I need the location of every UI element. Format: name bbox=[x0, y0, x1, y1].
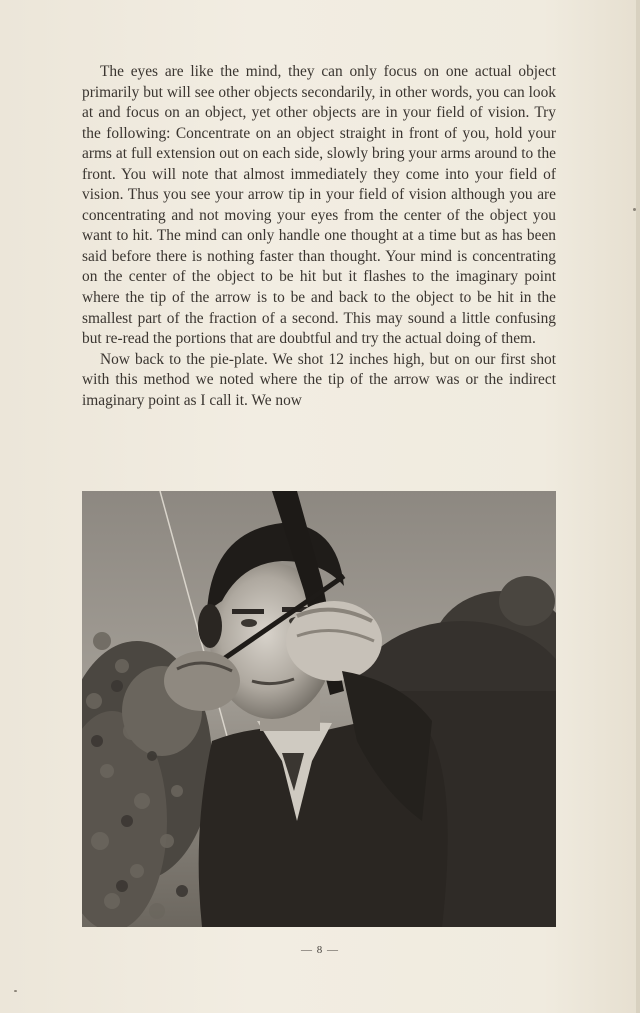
archer-photo bbox=[82, 491, 556, 927]
page-number: — 8 — bbox=[301, 944, 339, 956]
page-edge bbox=[636, 0, 640, 1013]
paper-speck bbox=[633, 208, 636, 211]
draw-hand bbox=[164, 651, 240, 711]
paragraph-1: The eyes are like the mind, they can only focus on one actual object primarily but will see other objects secondarily, in other words, you can look at and focus on an object, yet other objects are in your field of vision. Try the following: Concentrate on an object straight in front of you, hold your arms at full extension out on each side, slowly bring your arms around to the front. You will note that almost immediately they come into your field of vision. Thus you see your arrow tip in your field of vision although you are concentrating and not moving your eyes from the center of the object you want to hit. The mind can only handle one thought at a time but as has been said before there is nothing faster than thought. Your mind is concentrating on the center of the object to be hit but it flashes to the imaginary point where the tip of the arrow is to be and back to the object to be hit in the smallest part of the fraction of a second. This may sound a little confusing but re-read the portions that are doubtful and try the actual doing of them. bbox=[82, 63, 556, 348]
paper-speck bbox=[14, 990, 17, 992]
paragraph-2: Now back to the pie-plate. We shot 12 inches high, but on our first shot with this method we noted where the tip of the arrow was or the indirect imaginary point as I call it. We now bbox=[82, 350, 556, 409]
body-text bbox=[82, 62, 556, 411]
